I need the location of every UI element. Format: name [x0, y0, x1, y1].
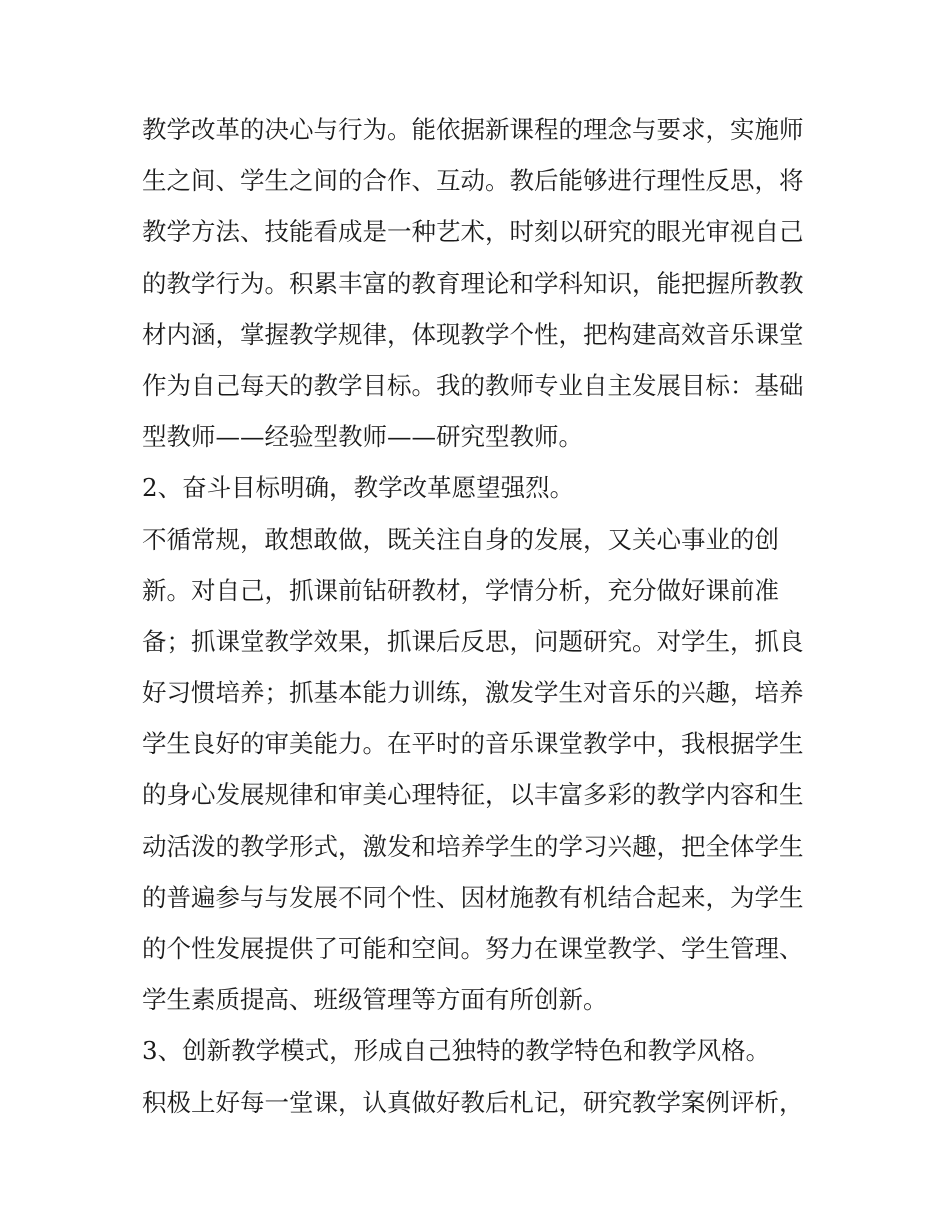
section-heading-2: 2、奋斗目标明确，教学改革愿望强烈。	[142, 473, 575, 503]
document-body	[142, 104, 822, 1128]
text-line: 的教学行为。积累丰富的教育理论和学科知识，能把握所教教	[142, 268, 804, 298]
text-line: 型教师——经验型教师——研究型教师。	[142, 422, 583, 452]
section-heading-3: 3、创新教学模式，形成自己独特的教学特色和教学风格。	[142, 1036, 771, 1066]
text-line: 教学方法、技能看成是一种艺术，时刻以研究的眼光审视自己	[142, 217, 804, 247]
text-line: 教学改革的决心与行为。能依据新课程的理念与要求，实施师	[142, 115, 804, 144]
text-line: 新。对自己，抓课前钻研教材，学情分析，充分做好课前准	[142, 575, 779, 605]
text-line: 好习惯培养；抓基本能力训练，激发学生对音乐的兴趣，培养	[142, 678, 804, 708]
text-line: 学生素质提高、班级管理等方面有所创新。	[142, 985, 608, 1015]
text-line: 的个性发展提供了可能和空间。努力在课堂教学、学生管理、	[142, 934, 804, 963]
text-line: 的身心发展规律和审美心理特征，以丰富多彩的教学内容和生	[142, 780, 804, 810]
text-line: 积极上好每一堂课，认真做好教后札记，研究教学案例评析，	[142, 1087, 804, 1117]
text-line: 材内涵，掌握教学规律，体现教学个性，把构建高效音乐课堂	[142, 319, 804, 349]
text-line: 生之间、学生之间的合作、互动。教后能够进行理性反思，将	[142, 166, 804, 196]
text-line: 的普遍参与与发展不同个性、因材施教有机结合起来，为学生	[142, 882, 804, 912]
text-line: 作为自己每天的教学目标。我的教师专业自主发展目标：基础	[142, 370, 804, 400]
text-line: 学生良好的审美能力。在平时的音乐课堂教学中，我根据学生	[142, 729, 804, 759]
text-line: 不循常规，敢想敢做，既关注自身的发展，又关心事业的创	[142, 524, 779, 554]
text-line: 备；抓课堂教学效果，抓课后反思，问题研究。对学生，抓良	[142, 626, 804, 656]
text-line: 动活泼的教学形式，激发和培养学生的学习兴趣，把全体学生	[142, 831, 804, 861]
